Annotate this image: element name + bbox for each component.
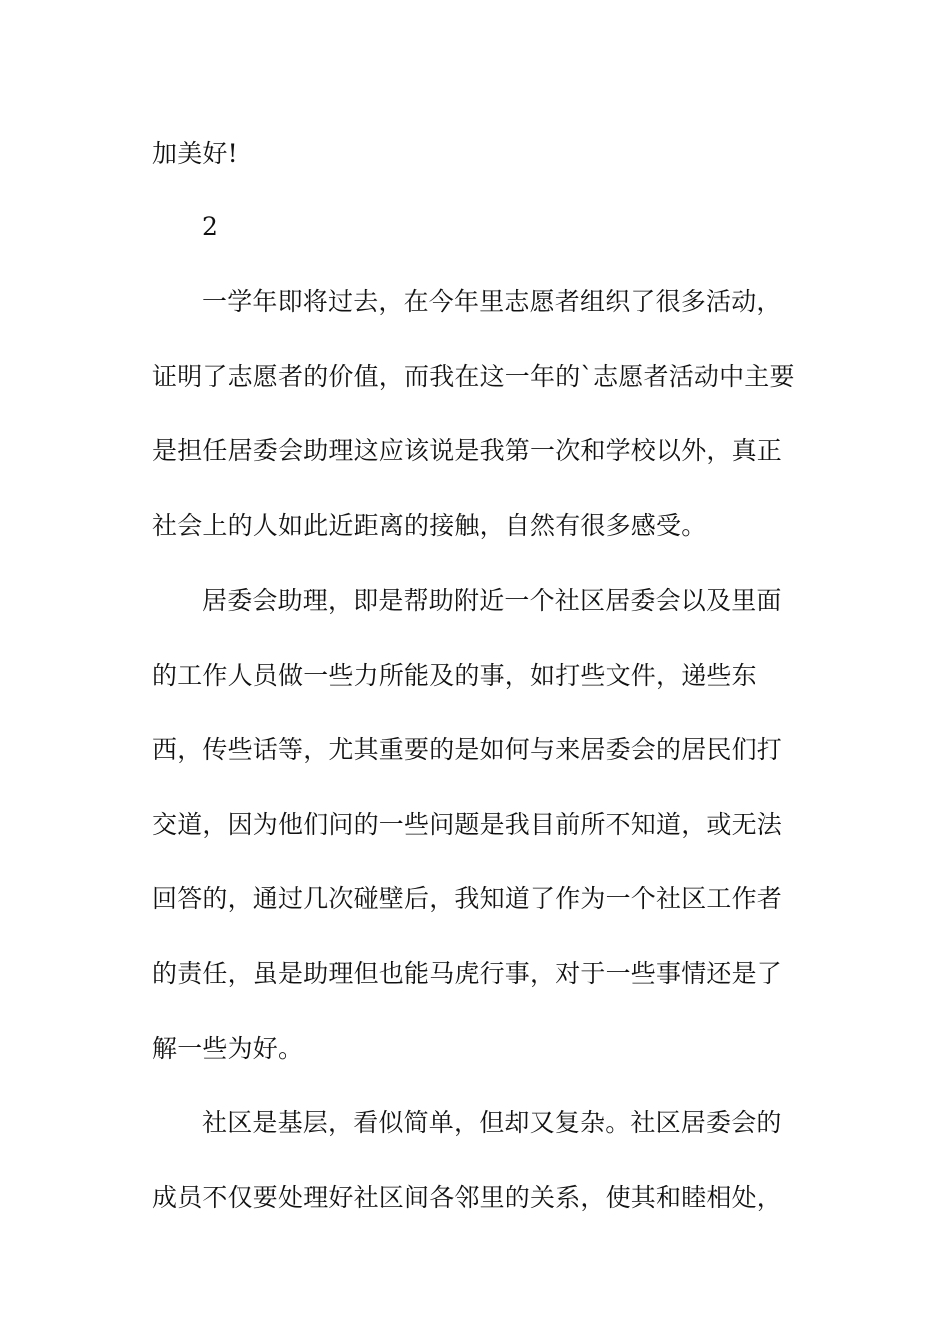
paragraph-line: 是担任居委会助理这应该说是我第一次和学校以外，真正 xyxy=(152,436,783,465)
paragraph-line: 成员不仅要处理好社区间各邻里的关系，使其和睦相处， xyxy=(152,1183,783,1212)
paragraph-line: 的工作人员做一些力所能及的事，如打些文件，递些东 xyxy=(152,661,757,690)
section-number: 2 xyxy=(202,212,219,241)
paragraph-line: 回答的，通过几次碰壁后，我知道了作为一个社区工作者 xyxy=(152,884,783,913)
paragraph-line: 居委会助理，即是帮助附近一个社区居委会以及里面 xyxy=(202,586,782,615)
paragraph-line: 社会上的人如此近距离的接触，自然有很多感受。 xyxy=(152,511,707,540)
paragraph-line: 西，传些话等，尤其重要的是如何与来居委会的居民们打 xyxy=(152,735,783,764)
paragraph-line: 的责任，虽是助理但也能马虎行事，对于一些事情还是了 xyxy=(152,959,783,988)
paragraph-line: 加美好! xyxy=(152,139,238,168)
paragraph-line: 证明了志愿者的价值，而我在这一年的`志愿者活动中主要 xyxy=(152,362,795,391)
paragraph-line: 社区是基层，看似简单，但却又复杂。社区居委会的 xyxy=(202,1108,782,1137)
paragraph-line: 交道，因为他们问的一些问题是我目前所不知道，或无法 xyxy=(152,810,783,839)
paragraph-line: 解一些为好。 xyxy=(152,1034,304,1063)
paragraph-line: 一学年即将过去，在今年里志愿者组织了很多活动， xyxy=(202,287,782,316)
